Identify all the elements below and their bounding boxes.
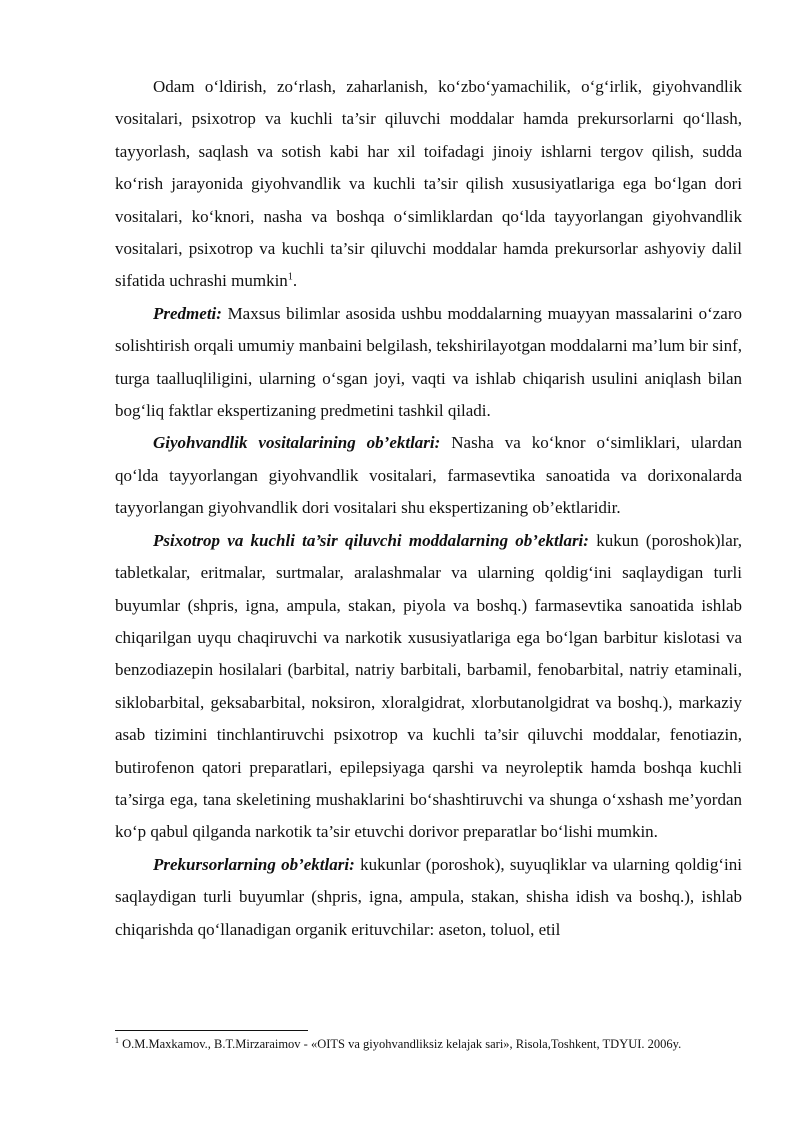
paragraph-heading: Prekursorlarning ob’ektlari: <box>153 854 355 874</box>
body-text <box>115 71 742 946</box>
paragraph-heading: Predmeti: <box>153 303 222 323</box>
paragraph-text: kukunlar (poroshok), suyuqliklar va ularning qoldig‘ini saqlaydigan turli buyumlar (shpris, igna, ampula, stakan, shisha idish va boshq.), ishlab chiqarishda qo‘llanadigan organik erituvchilar: aseton, toluol, etil <box>115 854 743 939</box>
footnote-reference: 1 <box>287 271 293 283</box>
paragraph-heading: Giyohvandlik vositalarining ob’ektlari: <box>153 433 441 453</box>
paragraph-psixotrop-obektlari <box>115 525 742 849</box>
paragraph-text: kukun (poroshok)lar, tabletkalar, eritmalar, surtmalar, aralashmalar va ularning qoldig‘ini saqlaydigan turli buyumlar (shpris, igna, ampula, stakan, piyola va boshq.) farmasevtika sanoatida ishlab chiqarilgan uyqu chaqiruvchi va narkotik xususiyatlariga ega bo‘lgan barbitur kislotasi va benzodiazepin hosilalari (barbital, natriy barbitali, barbamil, fenobarbital, natriy etaminali, siklobarbital, geksabarbital, noksiron, xloralgidrat, xlorbutanolgidrat va boshq.), markaziy asab tizimini tinchlantiruvchi psixotrop va kuchli ta’sir qiluvchi moddalar, fenotiazin, butirofenon qatori preparatlari, epilepsiyaga qarshi va neyroleptik hamda boshqa kuchli ta’sirga ega, tana skeletining mushaklarini bo‘shashtiruvchi va shunga o‘xshash me’yordan ko‘p qabul qilganda narkotik ta’sir etuvchi dorivor preparatlar bo‘lishi mumkin. <box>115 530 743 842</box>
paragraph-text: Nasha va ko‘knor o‘simliklari, ulardan qo‘lda tayyorlangan giyohvandlik vositalari, farmasevtika sanoatida va dorixonalarda tayyorlangan giyohvandlik dori vositalari shu ekspertizaning ob’ektlaridir. <box>115 433 743 518</box>
paragraph-intro <box>115 71 742 298</box>
paragraph-text: Maxsus bilimlar asosida ushbu moddalarning muayyan massalarini o‘zaro solishtirish orqali umumiy manbaini belgilash, tekshirilayotgan moddalarni ma’lum bir sinf, turga taalluqliligini, ularning o‘sgan joyi, vaqti va ishlab chiqarish usulini aniqlash bilan bog‘liq faktlar ekspertizaning predmetini tashkil qiladi. <box>115 303 742 421</box>
footnote-marker: 1 <box>115 1035 119 1045</box>
paragraph-prekursorlar-obektlari <box>115 849 742 946</box>
footnote-divider <box>115 1030 308 1031</box>
paragraph-heading: Psixotrop va kuchli ta’sir qiluvchi moddalarning ob’ektlari: <box>153 530 589 550</box>
paragraph-text: Odam o‘ldirish, zo‘rlash, zaharlanish, ko‘zbo‘yamachilik, o‘g‘irlik, giyohvandlik vositalari, psixotrop va kuchli ta’sir qiluvchi moddalar hamda prekursorlarni qo‘llash, tayyorlash, saqlash va sotish kabi har xil toifadagi jinoiy ishlarni tergov qilish, sudda ko‘rish jarayonida giyohvandlik va kuchli ta’sir qilish xususiyatlariga ega bo‘lgan dori vositalari, ko‘knori, nasha va boshqa o‘simliklardan qo‘lda tayyorlangan giyohvandlik vositalari, psixotrop va kuchli ta’sir qiluvchi moddalar hamda prekursorlar ashyoviy dalil sifatida uchrashi mumkin <box>115 77 742 291</box>
footnote <box>115 1036 755 1052</box>
footnote-text: O.M.Maxkamov., B.T.Mirzaraimov - «OITS va giyohvandliksiz kelajak sari», Risola,Toshkent, TDYUI. 2006y. <box>122 1037 682 1051</box>
paragraph-predmeti <box>115 298 742 428</box>
paragraph-text-end: . <box>292 271 298 291</box>
paragraph-giyohvandlik-obektlari <box>115 427 742 524</box>
